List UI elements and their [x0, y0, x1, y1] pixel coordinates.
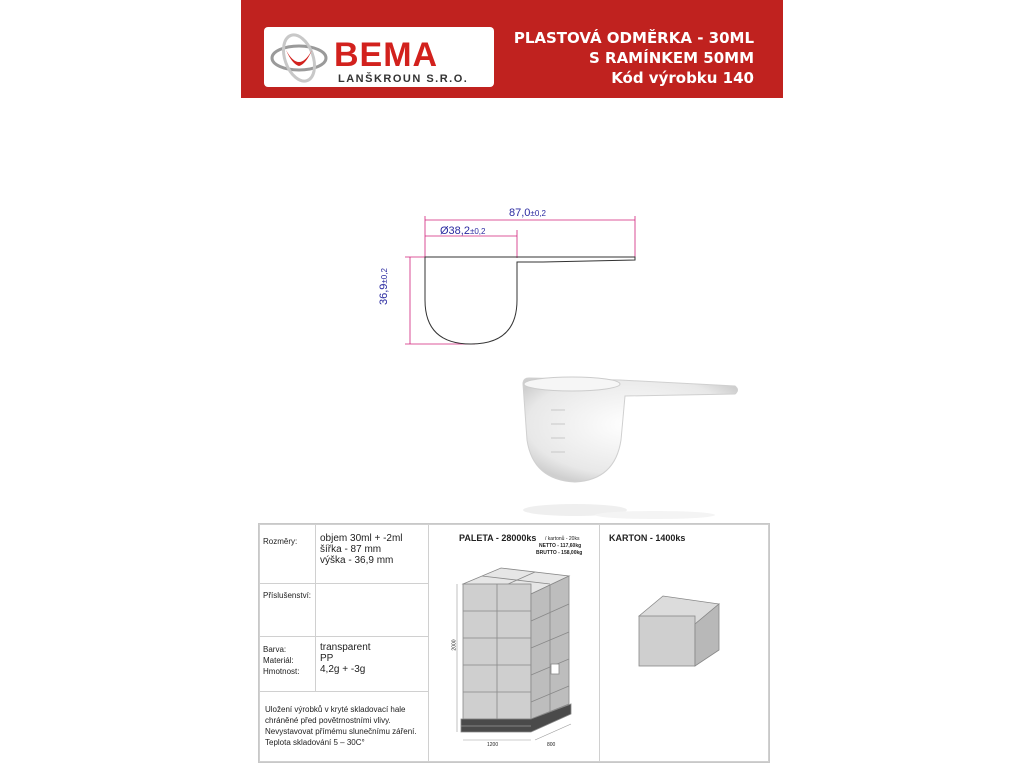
rozmery-label: Rozměry:: [263, 537, 298, 546]
carton-illustration: [637, 594, 721, 670]
hmotnost-value: 4,2g + -3g: [320, 664, 366, 675]
product-title-line1: PLASTOVÁ ODMĚRKA - 30ML: [513, 29, 754, 47]
pallet-depth-dim: 800: [547, 742, 556, 748]
width-tolerance: ±0,2: [530, 209, 546, 218]
rozmery-value-2: šířka - 87 mm: [320, 544, 382, 555]
height-tolerance: ±0,2: [380, 268, 389, 284]
storage-note-1: Uložení výrobků v kryté skladovací hale: [265, 705, 406, 714]
width-value: 87,0: [509, 207, 531, 219]
diameter-dimension: [440, 225, 485, 237]
hmotnost-label: Hmotnost:: [263, 667, 300, 676]
rozmery-label-cell: [259, 524, 316, 584]
storage-note-2: chráněné před povětrnostními vlivy.: [265, 716, 391, 725]
pallet-width-dim: 1200: [487, 742, 499, 748]
material-label: Materiál:: [263, 656, 294, 665]
pallet-illustration: [447, 564, 587, 754]
karton-title: KARTON - 1400ks: [609, 533, 686, 543]
logo-name: BEMA: [334, 36, 439, 74]
logo-subtitle: LANŠKROUN S.R.O.: [338, 73, 469, 85]
paleta-brutto: BRUTTO - 158,00kg: [536, 550, 583, 556]
paleta-title: PALETA - 28000ks: [459, 533, 537, 543]
barva-value: transparent: [320, 642, 371, 653]
prislusenstvi-value-cell: [315, 583, 429, 637]
logo-swirl-icon: [268, 30, 330, 86]
height-dimension: [378, 268, 390, 305]
paleta-kartonu: / kartonů - 20ks: [545, 536, 580, 542]
rozmery-value-1: objem 30ml + -2ml: [320, 533, 403, 544]
height-value: 36,9: [378, 283, 390, 305]
width-dimension: [509, 207, 546, 219]
product-title-line2: S RAMÍNKEM 50MM: [589, 49, 754, 67]
rozmery-value-3: výška - 36,9 mm: [320, 555, 394, 566]
prislusenstvi-label: Příslušenství:: [263, 591, 312, 600]
info-table: [258, 523, 770, 763]
diameter-value: Ø38,2: [440, 225, 470, 237]
product-code: Kód výrobku 140: [611, 69, 754, 87]
pallet-height-dim: 2000: [451, 639, 458, 651]
product-photo: [515, 370, 745, 520]
technical-drawing: [395, 200, 655, 360]
barva-label: Barva:: [263, 645, 287, 654]
storage-note-4: Teplota skladování 5 – 30C°: [265, 738, 365, 747]
diameter-tolerance: ±0,2: [469, 227, 486, 236]
storage-note-3: Nevystavovat přímému slunečnímu záření.: [265, 727, 417, 736]
paleta-netto: NETTO - 117,60kg: [539, 543, 582, 549]
material-value: PP: [320, 653, 334, 664]
